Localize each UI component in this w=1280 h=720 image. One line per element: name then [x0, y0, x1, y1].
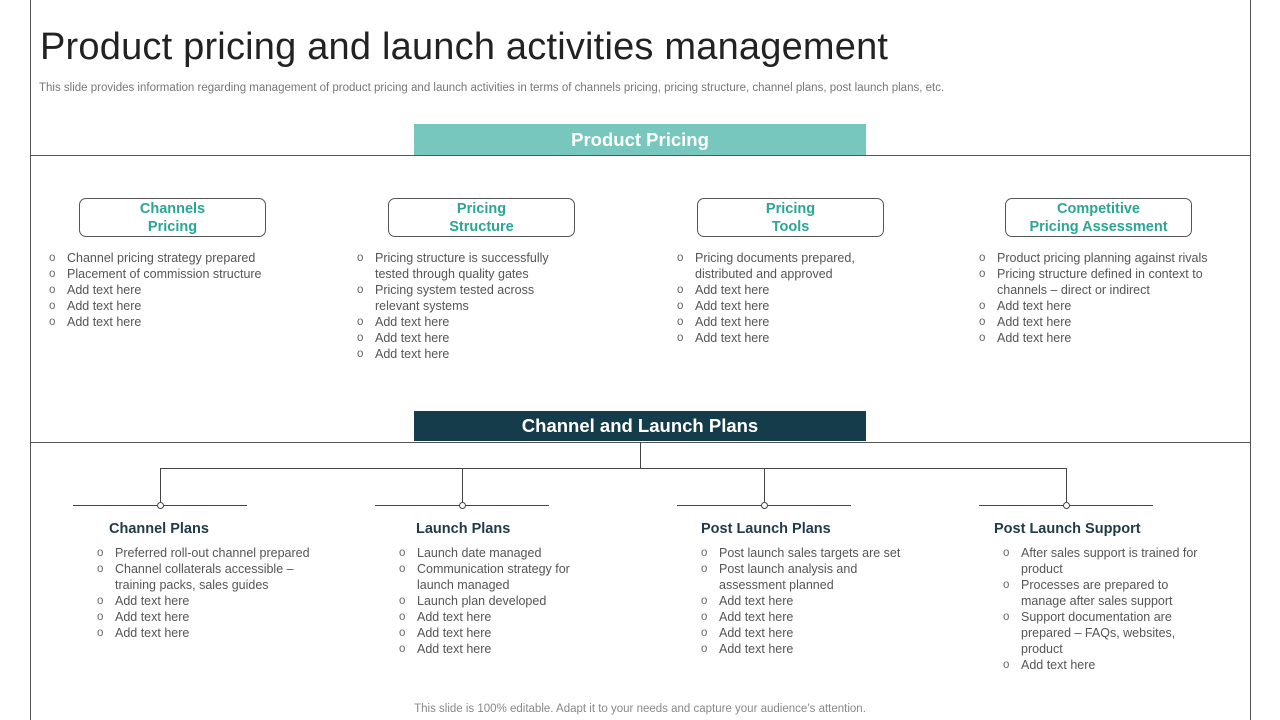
- list-item: o Channel collaterals accessible – training packs, sales guides: [97, 561, 332, 593]
- list-item: o Add text here: [677, 330, 877, 346]
- pricing-divider: [30, 155, 1251, 156]
- list-item: o Add text here: [97, 609, 332, 625]
- list-item: o Pricing structure is successfully tested through quality gates: [357, 250, 567, 282]
- competitive-pricing-list: [979, 250, 1229, 346]
- launch-plans-list: [399, 545, 599, 657]
- list-item: o Add text here: [979, 298, 1229, 314]
- list-item: o Add text here: [979, 330, 1229, 346]
- list-item: o Pricing structure defined in context to channels – direct or indirect: [979, 266, 1229, 298]
- list-item: o Add text here: [97, 625, 332, 641]
- list-item: o Launch date managed: [399, 545, 599, 561]
- list-item: o Add text here: [979, 314, 1229, 330]
- frame-right-border: [1250, 0, 1251, 720]
- list-item: o Add text here: [49, 298, 289, 314]
- list-item: o Add text here: [49, 282, 289, 298]
- connector-drop-3: [764, 468, 765, 502]
- node-dot-4: [1063, 502, 1070, 509]
- channels-pricing-list: [49, 250, 289, 330]
- connector-drop-2: [462, 468, 463, 502]
- competitive-pricing-heading: Competitive Pricing Assessment: [1005, 198, 1192, 237]
- list-item: o Preferred roll-out channel prepared: [97, 545, 332, 561]
- list-item: o Processes are prepared to manage after sales support: [1003, 577, 1203, 609]
- connector-trunk: [640, 442, 641, 469]
- list-item: o Add text here: [97, 593, 332, 609]
- list-item: o Add text here: [701, 641, 921, 657]
- list-item: o Communication strategy for launch managed: [399, 561, 599, 593]
- list-item: o Add text here: [677, 298, 877, 314]
- list-item: o Add text here: [701, 593, 921, 609]
- node-dot-1: [157, 502, 164, 509]
- list-item: o Add text here: [399, 641, 599, 657]
- channel-plans-heading: Channel Plans: [109, 521, 209, 537]
- list-item: o Add text here: [49, 314, 289, 330]
- connector-drop-4: [1066, 468, 1067, 502]
- node-dot-3: [761, 502, 768, 509]
- connector-drop-1: [160, 468, 161, 502]
- channel-plans-list: [97, 545, 332, 641]
- list-item: o Add text here: [677, 282, 877, 298]
- post-launch-support-heading: Post Launch Support: [994, 521, 1141, 537]
- list-item: o Add text here: [399, 625, 599, 641]
- channel-launch-banner: Channel and Launch Plans: [414, 411, 866, 441]
- list-item: o Pricing system tested across relevant systems: [357, 282, 567, 314]
- pricing-structure-list: [357, 250, 567, 362]
- list-item: o Add text here: [701, 609, 921, 625]
- list-item: o Channel pricing strategy prepared: [49, 250, 289, 266]
- list-item: o Add text here: [357, 330, 567, 346]
- list-item: o After sales support is trained for product: [1003, 545, 1203, 577]
- post-launch-plans-list: [701, 545, 921, 657]
- post-launch-support-list: [1003, 545, 1203, 673]
- list-item: o Product pricing planning against rivals: [979, 250, 1229, 266]
- post-launch-plans-heading: Post Launch Plans: [701, 521, 831, 537]
- pricing-structure-heading: Pricing Structure: [388, 198, 575, 237]
- list-item: o Support documentation are prepared – FAQs, websites, product: [1003, 609, 1203, 657]
- list-item: o Add text here: [357, 346, 567, 362]
- footer-note: This slide is 100% editable. Adapt it to your needs and capture your audience’s attention.: [414, 703, 866, 715]
- list-item: o Placement of commission structure: [49, 266, 289, 282]
- list-item: o Launch plan developed: [399, 593, 599, 609]
- list-item: o Add text here: [1003, 657, 1203, 673]
- list-item: o Add text here: [701, 625, 921, 641]
- pricing-tools-list: [677, 250, 877, 346]
- launch-plans-heading: Launch Plans: [416, 521, 511, 537]
- connector-bar: [160, 468, 1067, 469]
- list-item: o Add text here: [677, 314, 877, 330]
- list-item: o Post launch sales targets are set: [701, 545, 921, 561]
- channels-pricing-heading: Channels Pricing: [79, 198, 266, 237]
- page-title: Product pricing and launch activities management: [40, 26, 889, 68]
- pricing-tools-heading: Pricing Tools: [697, 198, 884, 237]
- page-subtitle: This slide provides information regarding management of product pricing and launch activities in terms of channels pricing, pricing structure, channel plans, post launch plans, etc.: [39, 82, 945, 94]
- list-item: o Add text here: [357, 314, 567, 330]
- frame-left-border: [30, 0, 31, 720]
- product-pricing-banner: Product Pricing: [414, 124, 866, 155]
- list-item: o Pricing documents prepared, distributed and approved: [677, 250, 877, 282]
- node-dot-2: [459, 502, 466, 509]
- list-item: o Add text here: [399, 609, 599, 625]
- list-item: o Post launch analysis and assessment planned: [701, 561, 921, 593]
